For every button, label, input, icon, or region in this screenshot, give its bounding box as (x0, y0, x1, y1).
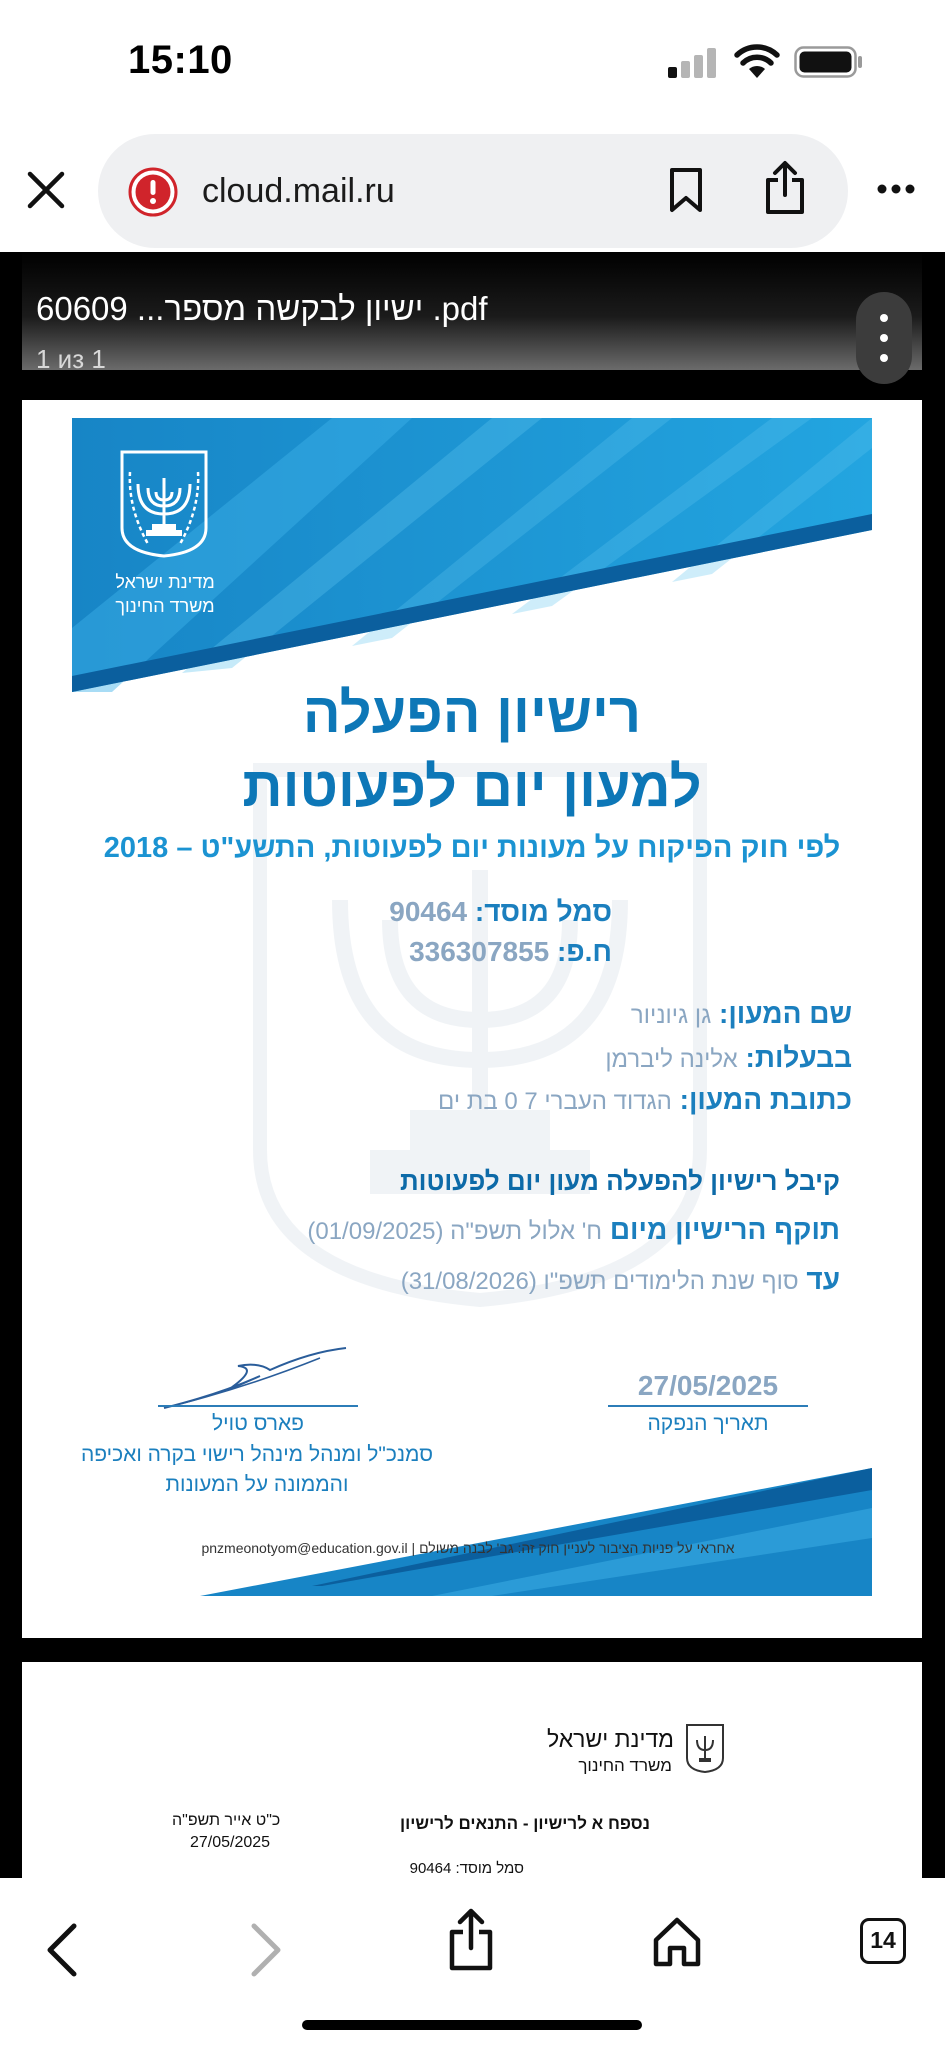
warning-icon[interactable] (128, 167, 178, 217)
issue-date-label: תאריך הנפקה (647, 1412, 769, 1435)
license-received-text: קיבל רישיון להפעלה מעון יום לפעוטות (400, 1166, 840, 1196)
page2-institution-line: סמל מוסד: 90464 (409, 1860, 524, 1877)
pdf-page-1 (22, 400, 922, 1638)
page-counter: 1 из 1 (36, 344, 106, 374)
more-icon[interactable] (876, 182, 916, 196)
page2-hebrew-date: כ"ט אייר תשפ"ה (172, 1812, 281, 1829)
address-label: כתובת המעון: (679, 1084, 852, 1115)
bookmark-icon[interactable] (666, 166, 706, 214)
status-time: 15:10 (128, 38, 233, 82)
valid-until-field (401, 1264, 840, 1296)
law-reference: לפי חוק הפיקוח על מעונות יום לפעוטות, התשע"ט – 2018 (103, 832, 841, 864)
signer-role-line1: סמנכ"ל ומנהל מינהל רישוי בקרה ואכיפה (80, 1443, 434, 1466)
valid-until-label: עד (806, 1264, 840, 1295)
company-number-label: ח.פ: (557, 936, 612, 967)
signer-name: פארס טויל (212, 1412, 304, 1435)
page2-annex-title: נספח א לרישיון - התנאים לרישיון (400, 1814, 650, 1833)
viewer-menu-button[interactable] (856, 292, 912, 384)
address-field (438, 1084, 852, 1116)
bottom-toolbar (0, 1878, 945, 2048)
validity-value: ח' אלול תשפ"ה (01/09/2025) (307, 1218, 603, 1245)
certificate-title-line2: למעון יום לפעוטות (242, 755, 702, 818)
home-icon[interactable] (652, 1916, 702, 1968)
pdf-viewer[interactable] (0, 252, 945, 1878)
page2-ministry: משרד החינוך (578, 1756, 672, 1775)
daycare-name-value: גן גיוניור (630, 1002, 712, 1029)
state-emblem-icon (684, 1722, 726, 1774)
state-emblem-icon (118, 448, 210, 558)
pdf-page-2 (22, 1662, 922, 1878)
address-value: הגדוד העברי 7 0 בת ים (438, 1088, 672, 1115)
owner-value: אלינה ליברמן (605, 1046, 738, 1073)
state-name: מדינת ישראל (115, 572, 215, 592)
company-number-field (409, 936, 612, 968)
company-number-value: 336307855 (409, 936, 550, 967)
ministry-name: משרד החינוך (115, 596, 215, 616)
page2-date: 27/05/2025 (190, 1834, 271, 1851)
bottom-banner (72, 1468, 872, 1596)
share-icon[interactable] (446, 1908, 496, 1972)
chevron-left-icon[interactable] (42, 1920, 82, 1980)
institution-code-field (389, 896, 612, 928)
cellular-signal-icon (668, 48, 720, 78)
institution-code-label: סמל מוסד: (474, 896, 612, 927)
status-bar (0, 0, 945, 120)
share-icon[interactable] (762, 160, 808, 216)
close-icon[interactable] (24, 168, 68, 212)
validity-label: תוקף הרישיון מיום (609, 1214, 840, 1245)
state-ministry-label (102, 570, 228, 618)
page2-state-name: מדינת ישראל (547, 1726, 674, 1752)
validity-field (307, 1214, 840, 1246)
institution-code-value: 90464 (389, 896, 468, 927)
footer-contact: אחראי על פניות הציבור לעניין חוק זה: גב' לבנה משולם | pnzmeonotyom@education.gov.il (201, 1540, 735, 1556)
daycare-name-field (631, 998, 852, 1030)
tabs-count-button[interactable]: 14 (860, 1918, 906, 1964)
battery-icon (794, 46, 864, 78)
issue-date: 27/05/2025 (637, 1370, 779, 1401)
certificate-title-line1: רישיון הפעלה (302, 681, 642, 744)
document-title: 60609 ...ישיון לבקשה מספר .pdf (36, 290, 488, 327)
address-bar[interactable] (98, 134, 848, 248)
wifi-icon (734, 44, 780, 78)
viewer-header (22, 252, 922, 374)
owner-field (605, 1042, 852, 1074)
valid-until-value: סוף שנת הלימודים תשפ"ו (31/08/2026) (400, 1268, 799, 1295)
home-indicator (302, 2020, 642, 2030)
chevron-right-icon[interactable] (246, 1920, 286, 1980)
issue-date-line (608, 1405, 808, 1407)
url-text[interactable]: cloud.mail.ru (202, 172, 395, 210)
signature-line (158, 1405, 358, 1407)
browser-bar (0, 122, 945, 252)
signer-role-line2: והממונה על המעונות (165, 1473, 349, 1496)
owner-label: בבעלות: (745, 1042, 852, 1073)
daycare-name-label: שם המעון: (719, 998, 852, 1029)
